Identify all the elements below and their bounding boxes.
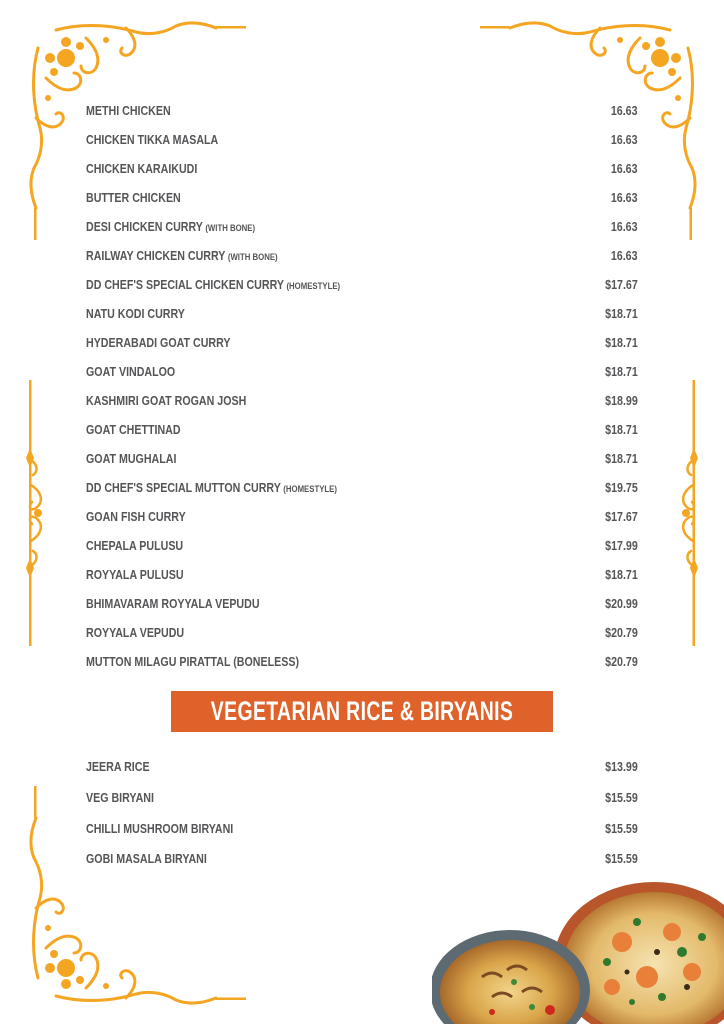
item-name: CHEPALA PULUSU — [86, 537, 184, 553]
item-note: (HOMESTYLE) — [283, 483, 337, 495]
item-price: $20.99 — [605, 595, 638, 611]
item-name: GOBI MASALA BIRYANI — [86, 850, 207, 866]
menu-item — [86, 592, 638, 614]
menu-item — [86, 534, 638, 556]
item-price: $20.79 — [605, 653, 638, 669]
item-name: GOAT CHETTINAD — [86, 421, 181, 437]
item-note: (WITH BONE) — [227, 251, 278, 263]
item-name: DD CHEF'S SPECIAL CHICKEN CURRY (HOMESTYLE) — [86, 276, 341, 292]
item-price: $17.67 — [605, 276, 638, 292]
item-price: $15.59 — [605, 850, 638, 866]
item-price: $15.59 — [605, 820, 638, 836]
item-name: RAILWAY CHICKEN CURRY (WITH BONE) — [86, 247, 278, 263]
menu-item — [86, 621, 638, 643]
item-price: $18.71 — [605, 334, 638, 350]
ornamental-side-icon — [676, 380, 700, 646]
item-price: $18.99 — [605, 392, 638, 408]
item-name: NATU KODI CURRY — [86, 305, 185, 321]
item-price: $18.71 — [605, 450, 638, 466]
item-name: CHILLI MUSHROOM BIRYANI — [86, 820, 234, 836]
item-price: $18.71 — [605, 566, 638, 582]
item-name: METHI CHICKEN — [86, 102, 171, 118]
item-price: $13.99 — [605, 758, 638, 774]
menu-item — [86, 244, 638, 266]
item-name: CHICKEN TIKKA MASALA — [86, 131, 219, 147]
menu-item — [86, 360, 638, 382]
item-name: GOAT VINDALOO — [86, 363, 176, 379]
item-price: 16.63 — [611, 189, 638, 205]
item-price: $18.71 — [605, 305, 638, 321]
menu-item — [86, 505, 638, 527]
item-name: CHICKEN KARAIKUDI — [86, 160, 198, 176]
menu-item — [86, 389, 638, 411]
item-name: DD CHEF'S SPECIAL MUTTON CURRY (HOMESTYLE) — [86, 479, 337, 495]
menu-item — [86, 215, 638, 237]
menu-item — [86, 99, 638, 121]
item-name: ROYYALA PULUSU — [86, 566, 184, 582]
menu-item — [86, 302, 638, 324]
item-name: BUTTER CHICKEN — [86, 189, 181, 205]
item-price: 16.63 — [611, 131, 638, 147]
menu-item — [86, 847, 638, 869]
item-price: 16.63 — [611, 218, 638, 234]
item-price: $18.71 — [605, 363, 638, 379]
ornamental-side-icon — [24, 380, 48, 646]
menu-item — [86, 128, 638, 150]
section-title: VEGETARIAN RICE & BIRYANIS — [210, 696, 514, 726]
menu-item — [86, 786, 638, 808]
item-name: HYDERABADI GOAT CURRY — [86, 334, 231, 350]
menu-item — [86, 650, 638, 672]
item-name: KASHMIRI GOAT ROGAN JOSH — [86, 392, 247, 408]
menu-item — [86, 273, 638, 295]
item-name: GOAT MUGHALAI — [86, 450, 177, 466]
item-price: $15.59 — [605, 789, 638, 805]
item-name: DESI CHICKEN CURRY (WITH BONE) — [86, 218, 256, 234]
item-price: $20.79 — [605, 624, 638, 640]
item-note: (WITH BONE) — [205, 222, 256, 234]
item-name: BHIMAVARAM ROYYALA VEPUDU — [86, 595, 260, 611]
menu-item — [86, 418, 638, 440]
item-note: (HOMESTYLE) — [286, 280, 341, 292]
item-price: 16.63 — [611, 247, 638, 263]
menu-item — [86, 817, 638, 839]
item-name: MUTTON MILAGU PIRATTAL (BONELESS) — [86, 653, 299, 669]
item-name: JEERA RICE — [86, 758, 150, 774]
menu-item — [86, 157, 638, 179]
section-heading-veg-rice — [171, 691, 553, 732]
item-price: $17.99 — [605, 537, 638, 553]
menu-item — [86, 755, 638, 777]
menu-item — [86, 186, 638, 208]
menu-item — [86, 447, 638, 469]
item-name: GOAN FISH CURRY — [86, 508, 186, 524]
item-name: ROYYALA VEPUDU — [86, 624, 185, 640]
item-name: VEG BIRYANI — [86, 789, 154, 805]
item-price: $19.75 — [605, 479, 638, 495]
item-price: 16.63 — [611, 102, 638, 118]
menu-item — [86, 331, 638, 353]
item-price: $17.67 — [605, 508, 638, 524]
menu-item — [86, 476, 638, 498]
biryani-bowl-icon — [432, 882, 724, 1024]
item-price: 16.63 — [611, 160, 638, 176]
menu-item — [86, 563, 638, 585]
item-price: $18.71 — [605, 421, 638, 437]
